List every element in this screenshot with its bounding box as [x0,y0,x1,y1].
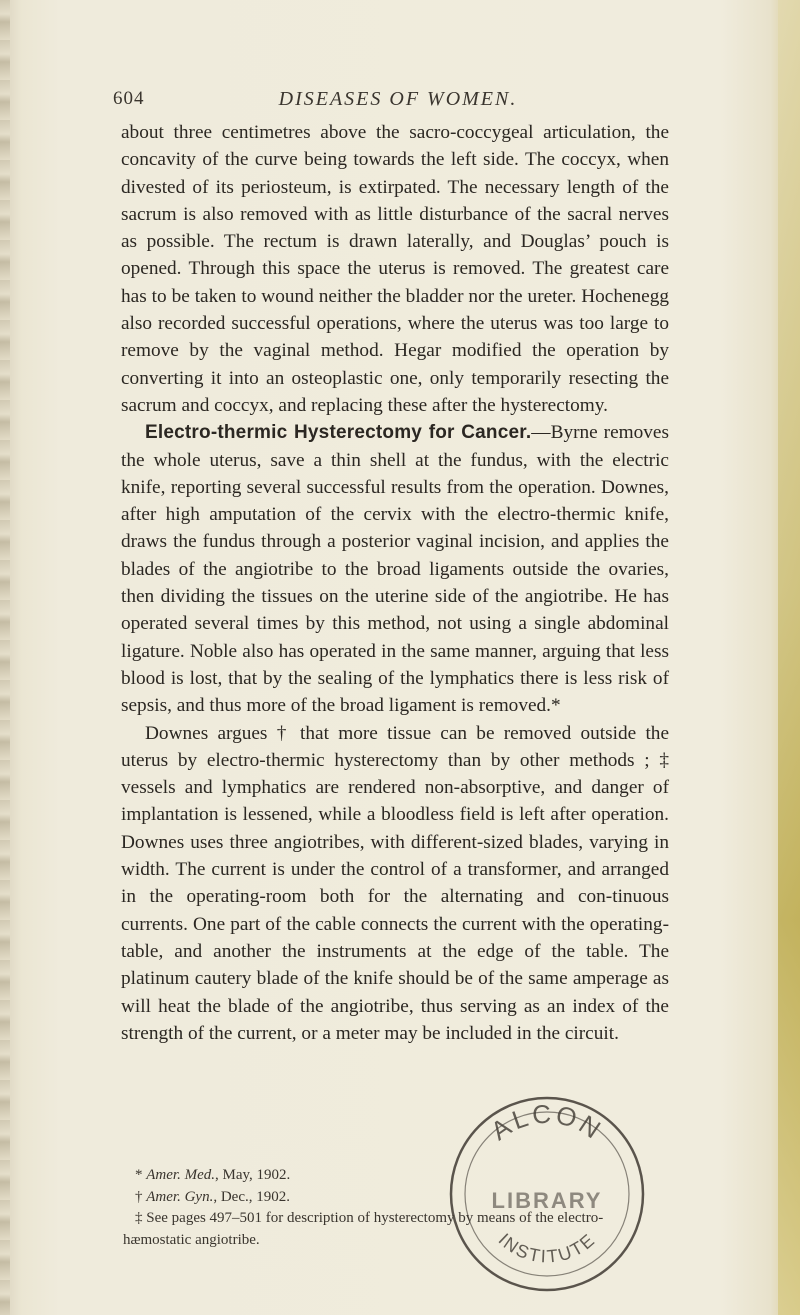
body-text [121,119,669,1047]
running-head: DISEASES OF WOMEN. [278,88,518,110]
page-number: 604 [113,88,145,109]
library-stamp [442,1088,652,1300]
footnote-3-text: See pages 497–501 for description of hysterectomy by means of the electro- [146,1210,604,1226]
footnote-1-mark: * [135,1167,143,1183]
footnote-1-rest: , May, 1902. [214,1167,291,1183]
page-right-edge [778,0,800,1315]
page-header [113,88,683,116]
footnote-3-continuation: hæmostatic angiotribe. [123,1231,260,1248]
paragraph-3: Downes argues † that more tissue can be removed outside the uterus by electro-thermic hysterectomy than by other methods ; ‡ vessels and lymphatics are rendered non-absorptive, and danger of implantation is lessened, while a bloodless field is left after operation. Downes uses three angiotribes, with different-sized blades, varying in width. The current is under the control of a transformer, and arranged in the operating-room both for the alternating and con-tinuous currents. One part of the cable connects the current with the operating-table, and another the instruments at the edge of the table. The platinum cautery blade of the knife should be of the same amperage as will heat the blade of the angiotribe, thus serving as an index of the strength of the current, or a meter may be included in the circuit. [121,722,669,1044]
footnote-1-source: Amer. Med. [146,1167,215,1183]
paragraph-1: about three centimetres above the sacro-coccygeal articulation, the concavity of the curve being towards the left side. The coccyx, when divested of its periosteum, is extirpated. The necessary length of the sacrum is also removed with as little disturbance of the sacral nerves as possible. The rectum is drawn laterally, and Douglas’ pouch is opened. Through this space the uterus is removed. The greatest care has to be taken to wound neither the bladder nor the ureter. Hochenegg also recorded successful operations, where the uterus was too large to remove by the vaginal method. Hegar modified the operation by converting it into an osteoplastic one, only temporarily resecting the sacrum and coccyx, and replacing these after the hysterectomy. [121,122,669,416]
footnote-2-source: Amer. Gyn. [146,1188,214,1205]
stamp-bottom-text: INSTITUTE [494,1229,600,1267]
stamp-middle-text: LIBRARY [491,1188,603,1213]
paragraph-2 [121,419,669,719]
page-left-edge [0,0,10,1315]
footnote-2-rest: , Dec., 1902. [213,1188,290,1205]
footnote-2-mark: † [135,1188,143,1205]
section-title: Electro-thermic Hysterectomy for Cancer. [145,422,532,444]
paragraph-2-text: —Byrne removes the whole uterus, save a thin shell at the fundus, with the electric knife, reporting several successful results from the operation. Downes, after high amputation of the cervix with the electro-thermic knife, draws the fundus through a posterior vaginal incision, and applies the blades of the angiotribe to the broad ligaments outside the ovaries, then dividing the tissues on the uterine side of the angiotribe. He has operated several times by this method, not using a single abdominal ligature. Noble also has operated in the same manner, arguing that less blood is lost, that by the sealing of the lymphatics there is less risk of sepsis, and thus more of the broad ligament is removed.* [121,422,669,717]
footnote-3-mark: ‡ [135,1210,143,1226]
stamp-top-text: ALCON [485,1098,609,1147]
